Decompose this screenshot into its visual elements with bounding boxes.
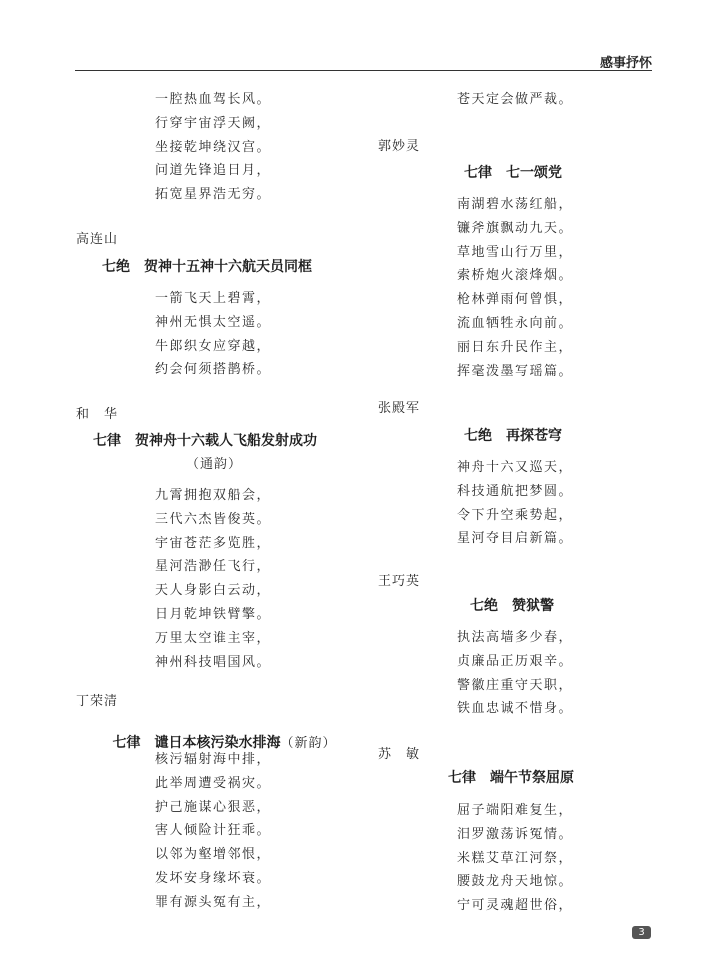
poem-body	[457, 193, 573, 383]
poem-line: 问道先锋追日月，	[155, 163, 272, 179]
poem-line: 神舟十六又巡天，	[457, 460, 574, 475]
poem-line: 一腔热血驾长风。	[155, 92, 272, 107]
poem-title-text: 七律 谴日本核污染水排海	[112, 735, 281, 751]
poem-line: 约会何须搭鹊桥。	[155, 362, 272, 378]
poem-body	[155, 748, 271, 915]
poem-line: 核污辐射海中排，	[155, 752, 272, 767]
poem-line: 九霄拥抱双船会，	[155, 488, 272, 503]
poem-body	[457, 799, 573, 918]
poem-line: 拓宽星界浩无穷。	[155, 187, 272, 203]
poem-title: 七律 端午节祭屈原	[448, 770, 574, 786]
poem-line: 镰斧旗飘动九天。	[457, 220, 574, 236]
poem-title: 七绝 赞狱警	[470, 598, 554, 614]
poem-line: 行穿宇宙浮天阙，	[155, 115, 272, 131]
poem-body	[155, 287, 271, 382]
poem-line: 牛郎织女应穿越，	[155, 338, 272, 354]
poem-line: 汨罗激荡诉冤情。	[457, 826, 574, 842]
poem-line: 挥毫泼墨写瑶篇。	[457, 363, 574, 379]
poem-line: 屈子端阳难复生，	[457, 803, 574, 818]
poem-line: 警徽庄重守天职，	[457, 677, 574, 693]
poem-line: 以邻为壑增邻恨，	[155, 847, 272, 863]
poem-line: 令下升空乘势起，	[457, 507, 574, 523]
poem-line: 流血牺牲永向前。	[457, 315, 574, 331]
section-title: 感事抒怀	[599, 56, 652, 71]
poem-title: 七律 贺神舟十六载人飞船发射成功	[93, 433, 317, 449]
poem-title-note: （新韵）	[280, 736, 337, 751]
poem-author: 和 华	[76, 407, 119, 422]
poem-line: 宁可灵魂超世俗，	[457, 898, 574, 914]
poem-line: 罪有源头冤有主，	[155, 894, 272, 910]
poem-line: 腰鼓龙舟天地惊。	[457, 874, 574, 890]
poem-line: 神州科技唱国风。	[155, 654, 272, 670]
poem-line: 坐接乾坤绕汉宫。	[155, 139, 272, 155]
poem-body	[155, 484, 271, 674]
poem-line: 枪林弹雨何曾惧，	[457, 292, 574, 308]
page-number-badge: 3	[632, 926, 651, 939]
poem-subtitle: （通韵）	[186, 457, 243, 472]
poem-line: 科技通航把梦圆。	[457, 483, 574, 499]
poem-line: 发坏安身缘坏衰。	[155, 870, 272, 886]
poem-author: 郭妙灵	[378, 139, 421, 154]
poem-title: 七绝 贺神十五神十六航天员同框	[102, 259, 312, 275]
poem-author: 王巧英	[378, 574, 421, 589]
poem-line: 三代六杰皆俊英。	[155, 511, 272, 527]
poem-continuation-left	[155, 88, 271, 207]
poem-line: 执法高墙多少春，	[457, 630, 574, 645]
poem-line: 宇宙苍茫多览胜，	[155, 535, 272, 551]
poem-line: 此举周遭受祸灾。	[155, 775, 272, 791]
poem-author: 张殿军	[378, 401, 421, 416]
poem-author: 苏 敏	[378, 747, 421, 762]
poem-author: 丁荣清	[76, 694, 119, 709]
poem-author: 高连山	[76, 232, 119, 247]
poem-line: 星河浩渺任飞行，	[155, 559, 272, 575]
poem-line: 害人倾险计狂乖。	[155, 823, 272, 839]
poem-line: 天人身影白云动，	[155, 583, 272, 599]
poem-body	[457, 456, 573, 551]
poem-line: 苍天定会做严裁。	[457, 92, 574, 107]
poem-line: 贞廉品正历艰辛。	[457, 653, 574, 669]
poem-title: 七绝 再探苍穹	[464, 428, 562, 444]
poem-line: 神州无惧太空遥。	[155, 314, 272, 330]
poem-continuation-right	[457, 88, 573, 112]
poem-line: 南湖碧水荡红船，	[457, 197, 574, 212]
poem-line: 铁血忠诚不惜身。	[457, 701, 574, 717]
poem-line: 星河夺目启新篇。	[457, 531, 574, 547]
poem-line: 一箭飞天上碧霄，	[155, 291, 272, 306]
poem-line: 日月乾坤铁臂擎。	[155, 606, 272, 622]
header-rule	[75, 70, 652, 71]
poem-line: 草地雪山行万里，	[457, 244, 574, 260]
poem-line: 万里太空谁主宰，	[155, 630, 272, 646]
poem-line: 索桥炮火滚烽烟。	[457, 268, 574, 284]
poem-line: 米糕艾草江河祭，	[457, 850, 574, 866]
poem-line: 护己施谋心狠恶，	[155, 799, 272, 815]
poem-title: 七律 七一颂党	[464, 165, 562, 181]
poem-body	[457, 626, 573, 721]
poem-line: 丽日东升民作主，	[457, 339, 574, 355]
